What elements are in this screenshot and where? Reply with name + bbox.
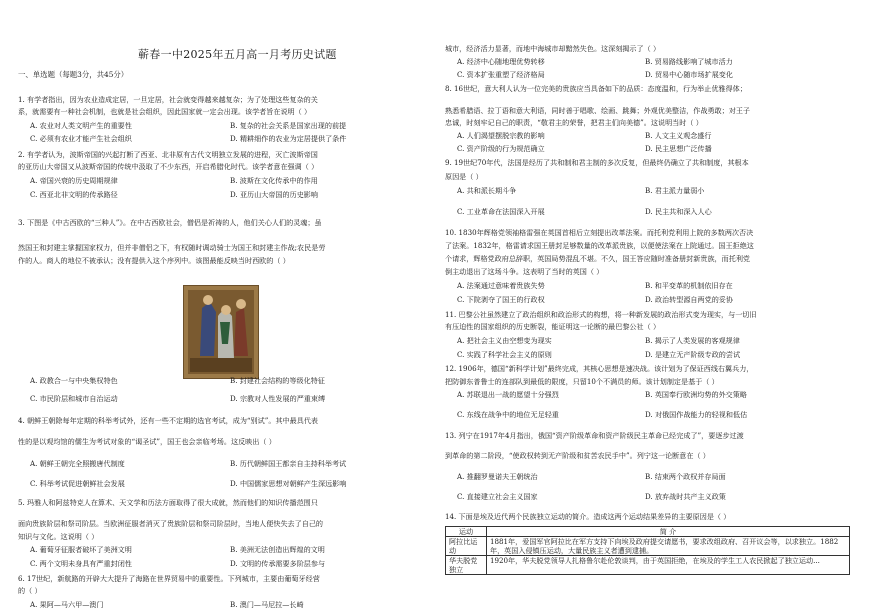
table-row <box>446 537 850 556</box>
q9-line-1: 9. 19世纪70年代，法国是经历了共和制和君主制的多次反复，但最终仍确立了共和制度，其根本 <box>445 158 749 167</box>
q1-option-c: C. 必须有农业才能产生社会组织 <box>30 134 132 143</box>
q8-option-c: C. 资产阶级的行为规范确立 <box>457 144 545 153</box>
q6-option-b: B. 澳门—马尼拉—长崎 <box>230 600 304 609</box>
q6-line-1: 6. 17世纪，新航路的开辟大大提升了海路在世界贸易中的重要性。下列城市，主要由葡萄牙经营 <box>18 574 320 583</box>
q4-option-c: C. 科举考试促进朝鲜社会发展 <box>30 479 125 488</box>
q3-line-1: 3. 下图是《中古西欧的“三种人”》。在中古西欧社会，僧侣是祈祷的人，他们关心人们的灵魂；虽 <box>18 218 322 227</box>
q5-option-b: B. 美洲无法创造出辉煌的文明 <box>230 545 325 554</box>
q5-option-c: C. 两个文明未身具有严重封闭性 <box>30 559 132 568</box>
q8-line-3: 忠诚，时刻牢记自己的职责，“敬君主的荣誉，把君主们向美德”。这说明当时（ ） <box>445 118 703 127</box>
q13-option-d: D. 放弃战时共产主义政策 <box>645 492 726 501</box>
q9-option-b: B. 君主派力量弱小 <box>645 186 705 195</box>
q5-line-2: 面向贵族阶层和祭司阶层。当欧洲征服者消灭了贵族阶层和祭司阶层时，当地人便快失去了自己的 <box>18 519 324 528</box>
q9-line-2: 原因是（ ） <box>445 172 483 181</box>
q2-option-d: D. 亚历山大帝国的历史影响 <box>230 190 318 199</box>
q10-line-3: 个请求，辉格党政府总辞职，英国局势混乱不堪。不久，国王答应随时准备册封新贵族，而托利党 <box>445 254 751 263</box>
q12-option-c: C. 东线在战争中的地位无足轻重 <box>457 410 559 419</box>
q10-option-c: C. 下院剥夺了国王的行政权 <box>457 295 545 304</box>
q3-option-c: C. 市民阶层和城市自治运动 <box>30 394 118 403</box>
table-row <box>446 556 850 575</box>
q9-option-a: A. 共和派长期斗争 <box>457 186 517 195</box>
q13-option-c: C. 直接建立社会主义国家 <box>457 492 538 501</box>
q11-option-a: A. 把社会主义由空想变为现实 <box>457 336 552 345</box>
table-cell: 华夫脱党独立 <box>446 556 487 575</box>
q14-line-1: 14. 下面是埃及近代两个民族独立运动的简介。造成这两个运动结果差异的主要原因是（ ） <box>445 512 731 521</box>
q1-line-2: 系，就需要有一种社会机制，也就是社会组织，因此国家就一定会出现。该学者旨在说明（ ） <box>18 107 312 116</box>
q9-option-d: D. 民主共和深入人心 <box>645 207 712 216</box>
q5-line-1: 5. 玛雅人和阿兹特克人在算术、天文学和历法方面取得了很大成就，然而他们的知识传播范围只 <box>18 498 318 507</box>
q8-option-a: A. 人们渴望摆脱宗教的影响 <box>457 131 545 140</box>
left-column <box>18 0 436 614</box>
q13-line-2: 到革命的第二阶段，“使政权转到无产阶级和贫苦农民手中”。列宁这一论断意在（ ） <box>445 451 710 460</box>
q14-col-movement: 运动 <box>446 527 487 537</box>
q11-line-1: 11. 巴黎公社虽然建立了政治组织和政治形式的构想，将一种新发展的政治形式变为现实，与一切旧 <box>445 310 757 319</box>
q1-option-a: A. 农业对人类文明产生的重要性 <box>30 121 132 130</box>
q7-line-1: 城市，经济活力显著，而地中海城市却黯然失色。这深刻揭示了（ ） <box>445 44 661 53</box>
q8-line-1: 8. 16世纪，意大利人认为一位完美的贵族应当具备如下的品质：态度温和，行为举止优雅得体； <box>445 84 747 93</box>
section-heading: 一、单选题（每题3分，共45分） <box>18 70 129 79</box>
q8-option-d: D. 民主思想广泛传播 <box>645 144 712 153</box>
q13-option-b: B. 结束两个政权并存局面 <box>645 472 726 481</box>
table-cell: 1920年，华夫脱党领导人扎格鲁尔赴伦敦谈判，由于英国拒绝，在埃及的学生工人农民掀起了独立运动... <box>487 556 850 575</box>
q2-option-c: C. 西亚北非文明的传承路径 <box>30 190 118 199</box>
q13-line-1: 13. 列宁在1917年4月指出，俄国“资产阶级革命和资产阶级民主革命已经完成了”，要逐步过渡 <box>445 431 744 440</box>
q12-line-2: 把防御东普鲁士的连部队到最低的限度，只留10个不满员的师。该计划制定是基于（ ） <box>445 377 719 386</box>
q4-option-b: B. 历代朝鲜国王都亲自主持科举考试 <box>230 459 347 468</box>
table-cell: 阿拉比运动 <box>446 537 487 556</box>
q12-option-d: D. 对俄国作战能力的轻视和低估 <box>645 410 748 419</box>
right-column <box>445 0 855 614</box>
q8-option-b: B. 人文主义观念盛行 <box>645 131 712 140</box>
q5-option-a: A. 葡萄牙征服者破坏了美洲文明 <box>30 545 132 554</box>
q12-line-1: 12. 1906年，德国“新科学计划”最终完成，其核心思想是速决战。该计划为了保证西线右翼兵力， <box>445 364 754 373</box>
q10-line-4: 倒主动退出了这场斗争。这表明了当时的英国（ ） <box>445 267 604 276</box>
q3-line-2: 然国王和封建主掌握国家权力，但并非僧侣之下，有权随时调动骑士为国王和封建主作战;农民是劳 <box>18 243 326 252</box>
q9-option-c: C. 工业革命在法国深入开展 <box>457 207 545 216</box>
q7-option-d: D. 贸易中心随市场扩展变化 <box>645 70 733 79</box>
q11-line-2: 有压迫性的国家组织的历史断裂，能证明这一论断的最巴黎公社（ ） <box>445 322 661 331</box>
q6-option-a: A. 果阿—马六甲—澳门 <box>30 600 104 609</box>
q8-line-2: 熟悉希腊语、拉丁语和意大利语，同时善于唱歌、绘画、跳舞；外观优美整洁，作战勇敢；对王子 <box>445 106 751 115</box>
q7-option-a: A. 经济中心随地理优势转移 <box>457 57 545 66</box>
q3-option-a: A. 政教合一与中央集权特色 <box>30 376 118 385</box>
medieval-three-orders-image <box>183 285 259 379</box>
q13-option-a: A. 推翻罗曼诺夫王朝统治 <box>457 472 538 481</box>
q3-option-b: B. 封建社会结构的等级化特征 <box>230 376 325 385</box>
q12-option-a: A. 苏联退出一战的愿望十分强烈 <box>457 390 559 399</box>
q1-line-1: 1. 有学者指出，因为农业造成定居，一旦定居，社会就变得越来越复杂；为了处理这些复杂的关 <box>18 95 318 104</box>
q10-line-2: 了法案。1832年，格雷请求国王册封足够数量的改革派贵族，以便使法案在上院通过。国王拒绝这 <box>445 241 754 250</box>
q10-option-a: A. 法案通过意味着贵族失势 <box>457 281 545 290</box>
q7-option-b: B. 贸易路线影响了城市活力 <box>645 57 733 66</box>
q12-option-b: B. 英国奉行欧洲均势的外交策略 <box>645 390 747 399</box>
exam-title: 蕲春一中2025年五月高一月考历史试题 <box>138 48 337 61</box>
q14-table-header <box>446 527 850 537</box>
q3-line-3: 作的人。商人的地位不被承认；没有提供入这个序列中。该图最能反映当时西欧的（ ） <box>18 256 290 265</box>
q11-option-d: D. 是建立无产阶级专政的尝试 <box>645 350 741 359</box>
q6-line-2: 的（ ） <box>18 586 42 595</box>
q4-line-1: 4. 朝鲜王朝除每年定期的科举考试外，还有一些不定期的选官考试，成为“别试”。其中最具代表 <box>18 416 319 425</box>
q14-col-summary: 简 介 <box>487 527 850 537</box>
q5-line-3: 知识与文化。这说明（ ） <box>18 532 99 541</box>
q2-line-2: 的亚历山大帝国又从波斯帝国的传统中汲取了不少东西，开启希腊化时代。该学者意在强调（ ） <box>18 162 319 171</box>
q4-option-d: D. 中国儒家思想对朝鲜产生深远影响 <box>230 479 347 488</box>
q10-option-b: B. 和平变革的机制依旧存在 <box>645 281 733 290</box>
q11-option-c: C. 实践了科学社会主义的原则 <box>457 350 552 359</box>
q14-table <box>445 526 850 575</box>
q4-option-a: A. 朝鲜王朝完全照搬唐代制度 <box>30 459 125 468</box>
q1-option-b: B. 复杂的社会关系是国家出现的前提 <box>230 121 347 130</box>
table-cell: 1881年，爱国军官阿拉比在军方支持下向埃及政府提交请愿书，要求改组政府、召开议会等，以求独立。1882年，英国入侵镇压运动，大量民族主义者遭到逮捕。 <box>487 537 850 556</box>
q3-option-d: D. 宗教对人性发展的严重束缚 <box>230 394 326 403</box>
q4-line-2: 性的是以观均馆的儒生为考试对象的“谒圣试”，国王也会亲临考场。这反映出（ ） <box>18 437 276 446</box>
q11-option-b: B. 揭示了人类发展的客观规律 <box>645 336 740 345</box>
q2-option-a: A. 帝国兴衰的历史周期规律 <box>30 176 118 185</box>
q10-line-1: 10. 1830年辉格党领袖格雷强在英国首相后立刻提出改革法案。而托利党利用上院的多数两次否决 <box>445 228 754 237</box>
q2-option-b: B. 波斯在文化传承中的作用 <box>230 176 318 185</box>
q2-line-1: 2. 有学者认为，波斯帝国的兴起打断了西亚、北非原有古代文明独立发展的进程，灭亡波斯帝国 <box>18 150 318 159</box>
q5-option-d: D. 文明的传承需要多阶层参与 <box>230 559 326 568</box>
q1-option-d: D. 精耕细作的农业为定居提供了条件 <box>230 134 347 143</box>
q10-option-d: D. 政治转型源自两党的妥协 <box>645 295 733 304</box>
q7-option-c: C. 资本扩张重塑了经济格局 <box>457 70 545 79</box>
